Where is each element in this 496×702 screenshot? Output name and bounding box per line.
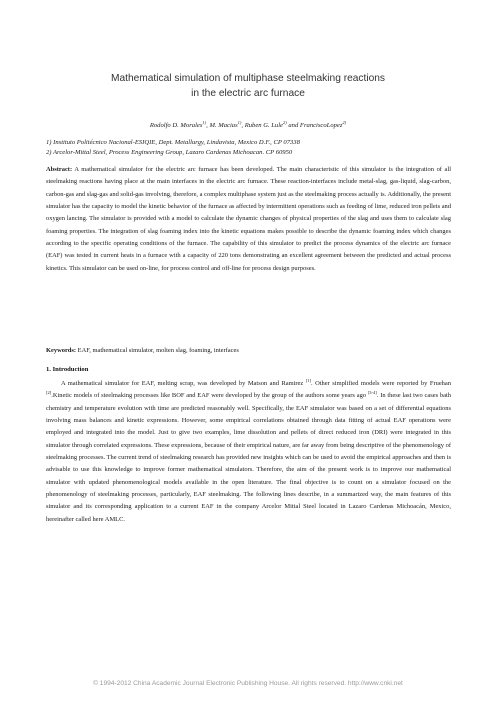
abstract-label: Abstract: (46, 166, 73, 173)
copyright-footer: © 1994-2012 China Academic Journal Electronic Publishing House. All rights reserved. http://www.cnki.net (93, 680, 403, 687)
author-1-affil-mark: 1) (202, 119, 207, 125)
title-line-1: Mathematical simulation of multiphase steelmaking reactions (110, 73, 386, 84)
intro-text-1: A mathematical simulator for EAF, melting scrap, was developed by Matson and Ramirez (61, 380, 306, 387)
title-line-2: in the electric arc furnace (191, 88, 305, 99)
author-and: and (286, 122, 300, 129)
author-list (40, 121, 456, 130)
intro-text-2: . Other simplified models were reported by Fruehan (311, 380, 451, 387)
author-3-affil-mark: 2) (282, 119, 287, 125)
citation-3-4: [3-4] (367, 390, 377, 396)
author-2: M. Macias (209, 122, 238, 129)
intro-text-4: . In these last two cases bath chemistry and temperature evolution with time are predicted reasonably well. Specifically, the EAF simulator was based on a set of differential equations involving mass balances and kinetic expressions. However, some empirical correlations obtained through data fitting of actual EAF operations were employed and integrated into the model. Just to give two examples, lime dissolution and pellets of direct reduced iron (DRI) were integrated in this simulator through correlated expressions. These expressions, because of their empirical nature, are far away from being descriptive of the phenomenology of steelmaking processes. The current trend of steelmaking research has provided new insights which can be used to avoid the empirical approaches and then is advisable to use this knowledge to improve former mathematical simulators. Therefore, the aim of the present work is to improve our mathematical simulator with updated phenomenological models available in the open literature. The final objective is to count on a simulator focused on the phenomenology of steelmaking processes, particularly, EAF steelmaking. The following lines describe, in a summarized way, the main features of this simulator and its corresponding application to a current EAF in the company Arcelor Mittal Steel located in Lazaro Cardenas Michoacán, Mexico, hereinafter called here AMLC. (46, 392, 451, 523)
abstract-text: A mathematical simulator for the electric arc furnace has been developed. The main characteristic of this simulator is the integration of all steelmaking reactions having place at the main interfaces in the electric arc furnace. These reaction-interfaces include metal-slag, gas-liquid, slag-carbon, carbon-gas and slag-gas and solid-gas involving, therefore, a complex multiphase system just as the steelmaking process actually is. Additionally, the present simulator has the capacity to model the kinetic behavior of the furnace as affected by intermittent operations such as feeding of lime, reduced iron pellets and oxygen lancing. The simulator is provided with a model to calculate the dynamic changes of physical properties of the slag and uses them to calculate slag foaming properties. The integration of slag foaming index into the kinetic equations makes possible to describe the dynamic foaming index which changes according to the specific operating conditions of the furnace. The capability of this simulator to predict the process dynamics of the electric arc furnace (EAF) was tested in current heats in a furnace with a capacity of 220 tons demonstrating an excellent agreement between the predicted and actual process kinetics. This simulator can be used on-line, for process control and off-line for process design purposes. (46, 166, 451, 272)
keywords-label: Keywords: (46, 347, 77, 354)
abstract (46, 164, 451, 275)
keywords (46, 346, 451, 355)
citation-2: [2] (46, 390, 52, 396)
author-2-affil-mark: 1) (237, 119, 242, 125)
author-4: FranciscoLopez (299, 122, 343, 129)
affiliation-1: 1) Instituto Politécnico Nacional-ESIQIE, Dept. Metallurgy, Lindavista, Mexico D.F., CP 07338 (46, 139, 300, 146)
introduction-paragraph (46, 378, 451, 526)
paper-title (40, 71, 456, 101)
citation-1: [1] (305, 377, 311, 383)
affiliation-2: 2) Arcelor-Mittal Steel, Process Engineering Group, Lazaro Cardenas Michoacan. CP 60950 (46, 149, 293, 156)
intro-text-3: .Kinetic models of steelmaking processes like BOF and EAF were developed by the group of the authors some years ago (51, 392, 368, 400)
author-4-affil-mark: 2) (342, 119, 347, 125)
keywords-text: EAF, mathematical simulator, molten slag, foaming, interfaces (76, 347, 239, 354)
section-heading-introduction: 1. Introduction (46, 366, 89, 373)
author-separator: , (241, 122, 245, 129)
author-separator: , (206, 122, 210, 129)
author-3: Ruben G. Lule (244, 122, 283, 129)
author-1: Rodolfo D. Morales (149, 122, 203, 129)
